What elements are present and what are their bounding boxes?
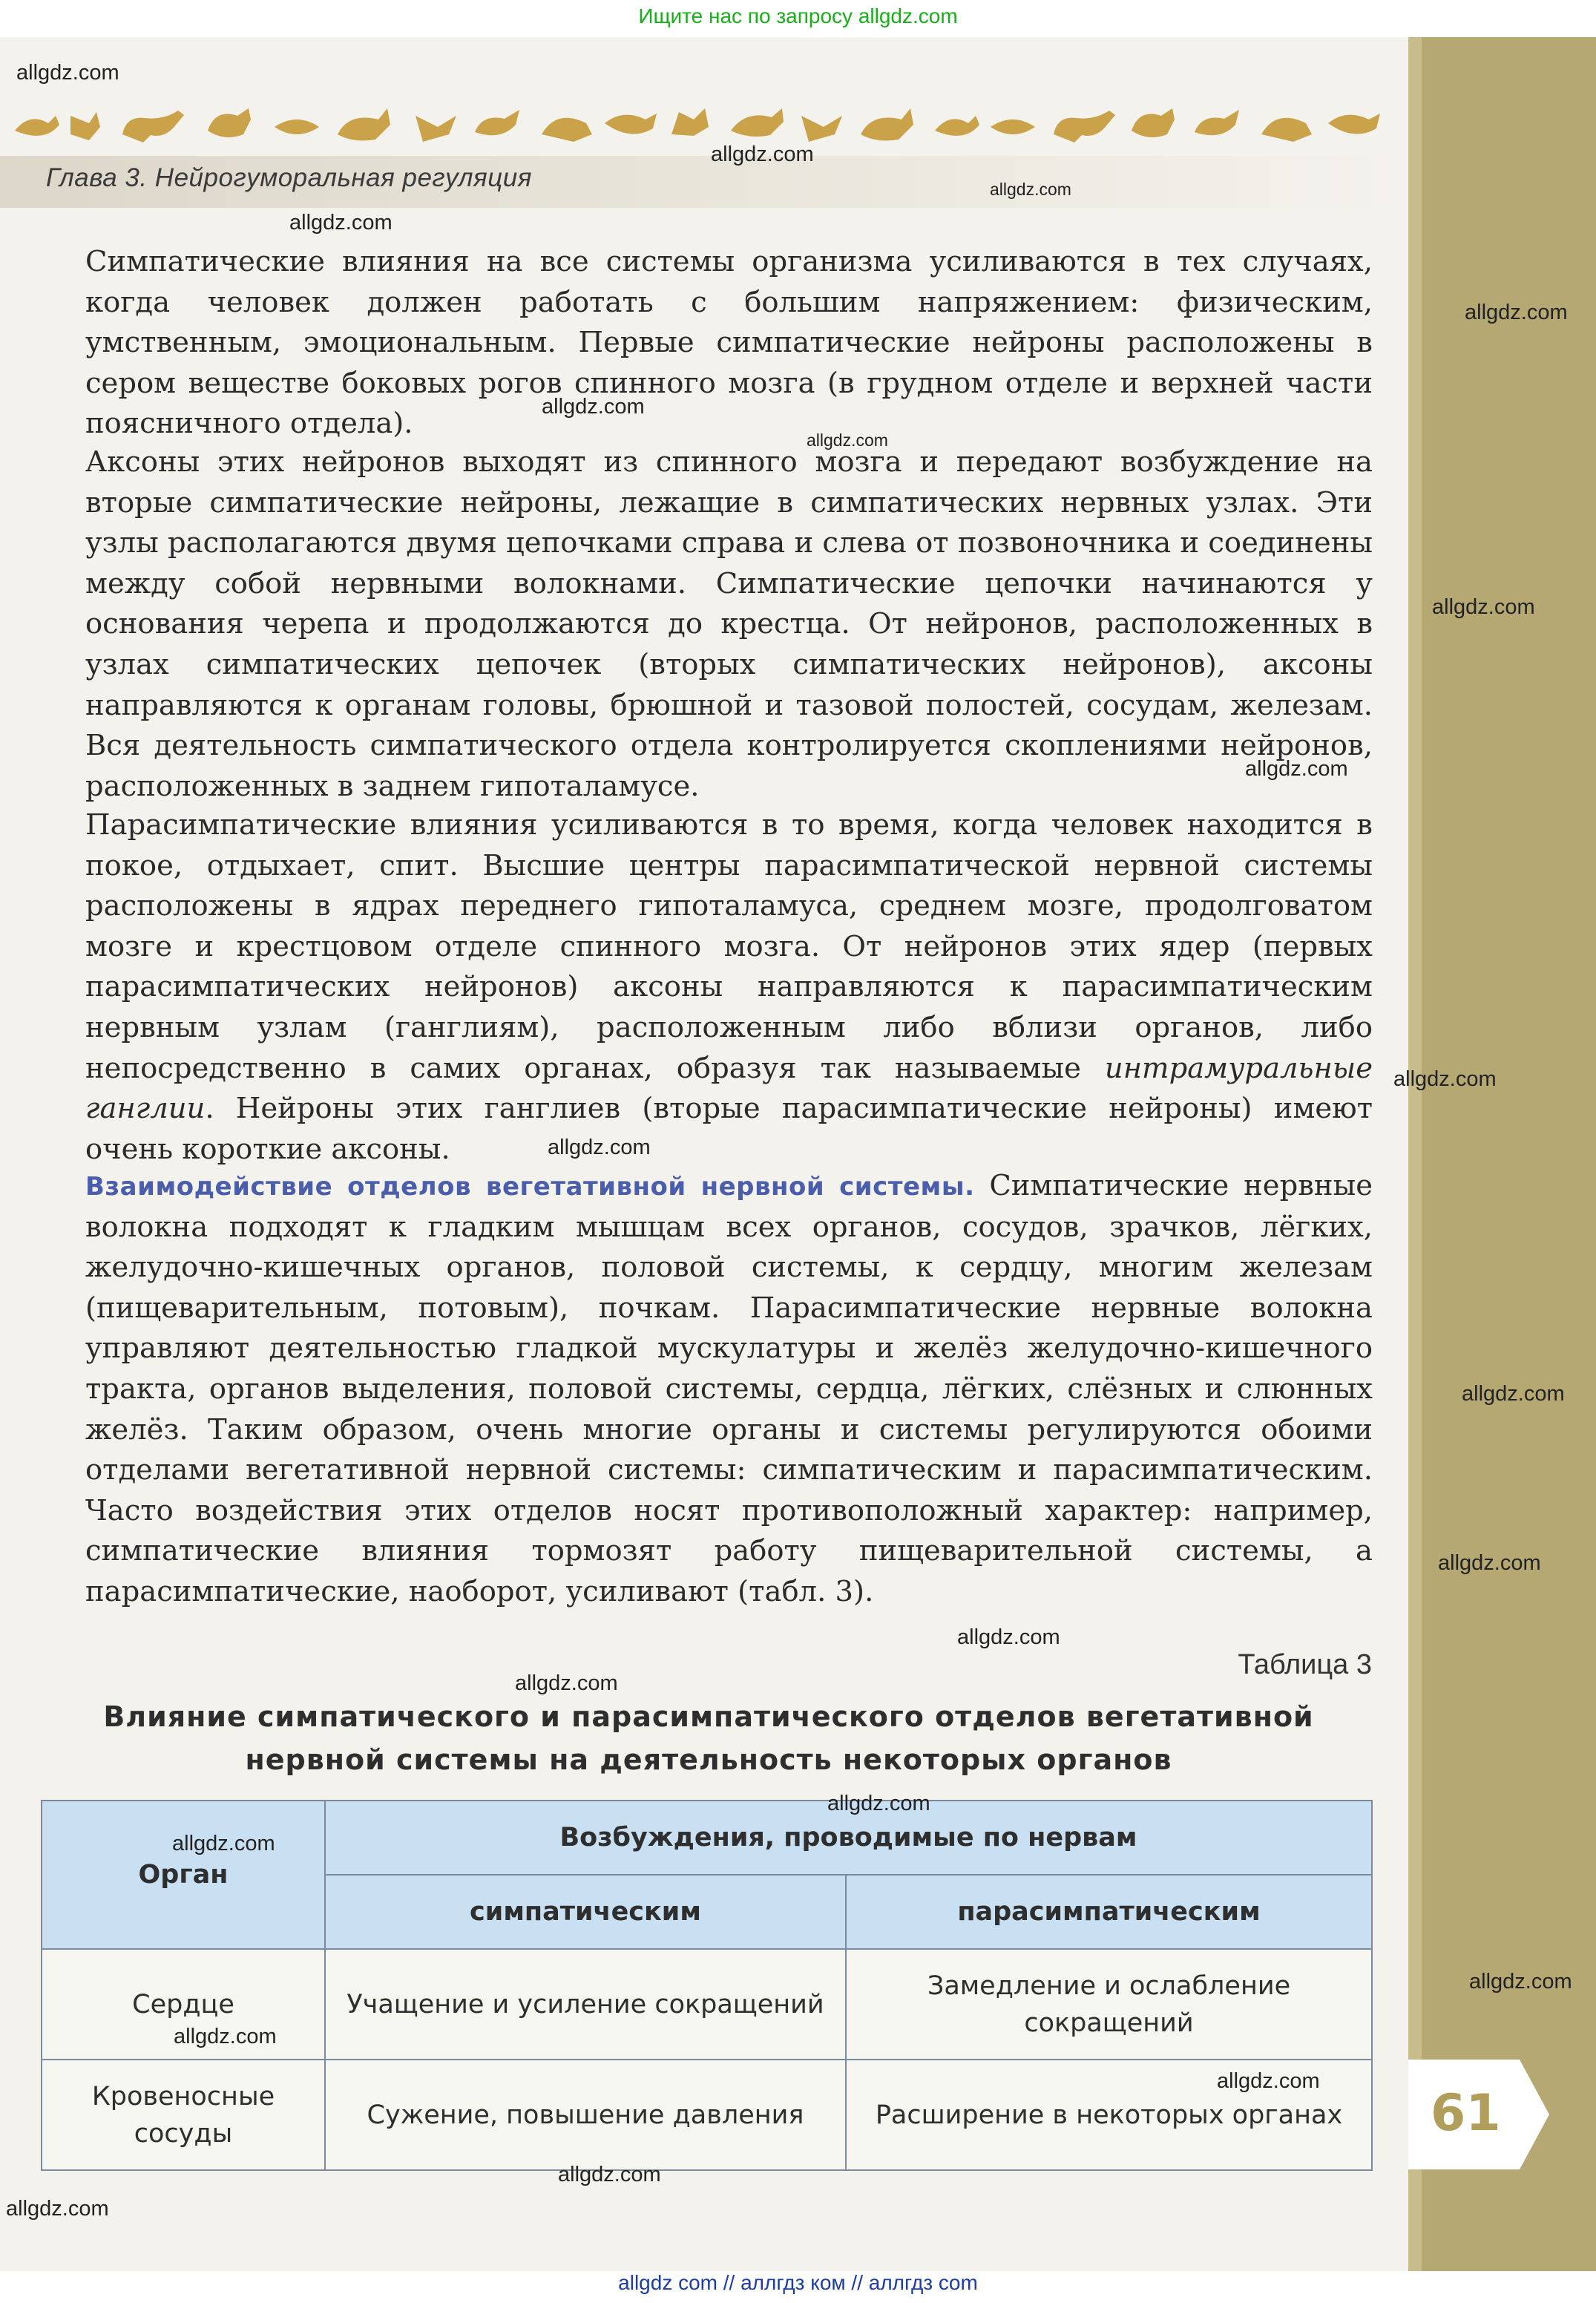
watermark: allgdz.com	[827, 1792, 930, 1815]
animal-icon	[861, 108, 913, 140]
animal-icon	[416, 116, 456, 142]
animal-icon	[122, 111, 184, 142]
page-side-band	[1408, 37, 1596, 2271]
animal-icon	[731, 108, 784, 137]
page-side-band-edge	[1408, 37, 1422, 2271]
cell-parasympathetic: Замедление и ослабление сокращений	[846, 1949, 1372, 2060]
cell-organ: Сердце	[42, 1949, 325, 2060]
animal-icon	[15, 116, 59, 136]
watermark: allgdz.com	[1432, 595, 1535, 619]
page-number: 61	[1431, 2084, 1501, 2143]
header-excitation: Возбуждения, проводимые по нервам	[325, 1801, 1372, 1875]
cell-organ: Кровеносные сосуды	[42, 2060, 325, 2170]
animal-icon	[605, 114, 657, 134]
paragraph-interaction	[85, 1166, 1373, 1613]
watermark: allgdz.com	[1469, 1970, 1572, 1994]
animal-icon	[475, 110, 519, 135]
animal-icon	[801, 116, 842, 142]
cell-sympathetic: Учащение и усиление сокращений	[325, 1949, 846, 2060]
animal-icon	[671, 108, 709, 136]
watermark: allgdz.com	[16, 61, 119, 85]
paragraph-parasympathetic-text: Парасимпатические влияния усиливаются в то время, когда человек находится в покое, отдыхает, спит. Высшие центры парасимпатической нервной системы расположены в ядрах переднего гипоталамуса, среднем мозге, продолговатом мозге и крестцовом отделе спинного мозга. От нейронов этих ядер (первых парасимпатических нейронов) аксоны направляются к парасимпатическим нервным узлам (ганглиям), расположенным либо вблизи органов, либо непосредственно в самих органах, образуя так называемые	[85, 808, 1373, 1085]
animal-icon	[1132, 108, 1175, 137]
top-search-note[interactable]: Ищите нас по запросу allgdz.com	[638, 4, 958, 27]
animal-icon	[208, 108, 251, 137]
animal-icon	[1261, 118, 1312, 142]
watermark: allgdz.com	[1462, 1382, 1565, 1406]
watermark: allgdz.com	[957, 1625, 1060, 1649]
watermark: allgdz.com	[1438, 1551, 1541, 1575]
watermark: allgdz.com	[515, 1671, 618, 1695]
animal-silhouette-strip	[0, 101, 1408, 145]
intramural-ganglia-term: интрамуральные ганглии	[85, 1051, 1373, 1126]
watermark: allgdz.com	[1393, 1067, 1497, 1091]
chapter-title: Глава 3. Нейрогуморальная регуляция	[46, 163, 532, 192]
watermark: allgdz.com	[711, 142, 814, 166]
watermark: allgdz.com	[1465, 301, 1568, 324]
table-title	[45, 1695, 1373, 1781]
animal-icon	[70, 112, 100, 140]
section-heading: Взаимодействие отделов вегетативной нервной системы.	[85, 1172, 975, 1202]
cell-parasympathetic: Расширение в некоторых органах	[846, 2060, 1372, 2170]
header-organ: Орган	[42, 1801, 325, 1949]
watermark: allgdz.com	[1245, 757, 1348, 781]
animal-icon	[991, 119, 1035, 134]
header-parasympathetic: парасимпатическим	[846, 1875, 1372, 1949]
paragraph-parasympathetic-end: . Нейроны этих ганглиев (вторые парасимпатические нейроны) имеют очень короткие аксоны.	[85, 1092, 1373, 1166]
animal-icon	[338, 108, 390, 140]
table-label: Таблица 3	[1238, 1649, 1372, 1680]
animal-icon	[1054, 111, 1115, 142]
watermark: allgdz.com	[558, 2163, 661, 2186]
animal-icon	[935, 116, 979, 136]
cell-sympathetic: Сужение, повышение давления	[325, 2060, 846, 2170]
bottom-site-note[interactable]: allgdz com // аллгдз ком // аллгдз com	[618, 2271, 978, 2294]
watermark: allgdz.com	[174, 2025, 277, 2048]
paragraph-axons: Аксоны этих нейронов выходят из спинного мозга и передают возбуждение на вторые симпатические нейроны, лежащие в симпатических нервных узлах. Эти узлы располагаются двумя цепочками справа и слева от позвоночника и соединены между собой нервными волокнами. Симпатические цепочки начинаются у основания черепа и продолжаются до крестца. От нейронов, расположенных в узлах симпатических цепочек (вторых симпатических нейронов), аксоны направляются к органам головы, брюшной и тазовой полостей, сосудам, железам. Вся деятельность симпатического отдела контролируется скоплениями нейронов, расположенных в заднем гипоталамусе.	[85, 445, 1373, 803]
header-sympathetic: симпатическим	[325, 1875, 846, 1949]
table-row	[42, 2060, 1372, 2170]
watermark: allgdz.com	[1217, 2069, 1320, 2093]
watermark: allgdz.com	[990, 180, 1071, 199]
table-title-line2: нервной системы на деятельность некоторых органов	[245, 1743, 1172, 1776]
watermark: allgdz.com	[289, 211, 393, 235]
table-title-line1: Влияние симпатического и парасимпатического отделов вегетативной	[103, 1700, 1314, 1733]
paragraph-interaction-text: Симпатические нервные волокна подходят к гладким мышцам всех органов, сосудов, зрачков, лёгких, желудочно-кишечных органов, половой системы, к сердцу, многим железам (пищеварительным, потовым), почкам. Парасимпатические нервные волокна управляют деятельностью гладкой мускулатуры и желёз желудочно-кишечного тракта, органов выделения, половой системы, сердца, лёгких, слёзных и слюнных желёз. Таким образом, очень многие органы и системы регулируются обоими отделами вегетативной нервной системы: симпатическим и парасимпатическим. Часто воздействия этих отделов носят противоположный характер: например, симпатические влияния тормозят работу пищеварительной системы, а парасимпатические, наоборот, усиливают (табл. 3).	[85, 1169, 1373, 1608]
watermark: allgdz.com	[6, 2197, 109, 2221]
paragraph-sympathetic: Симпатические влияния на все системы организма усиливаются в тех случаях, когда человек должен работать с большим напряжением: физическим, умственным, эмоциональным. Первые симпатические нейроны расположены в сером веществе боковых рогов спинного мозга (в грудном отделе и верхней части поясничного отдела).	[85, 245, 1373, 441]
watermark: allgdz.com	[548, 1136, 651, 1159]
paragraph-parasympathetic	[85, 805, 1373, 1170]
watermark: allgdz.com	[807, 430, 888, 450]
animal-icon	[1195, 110, 1239, 135]
watermark: allgdz.com	[542, 395, 645, 419]
animal-icon	[542, 118, 592, 142]
animal-icon	[1328, 114, 1380, 134]
animal-icon	[275, 119, 319, 134]
watermark: allgdz.com	[172, 1832, 275, 1855]
